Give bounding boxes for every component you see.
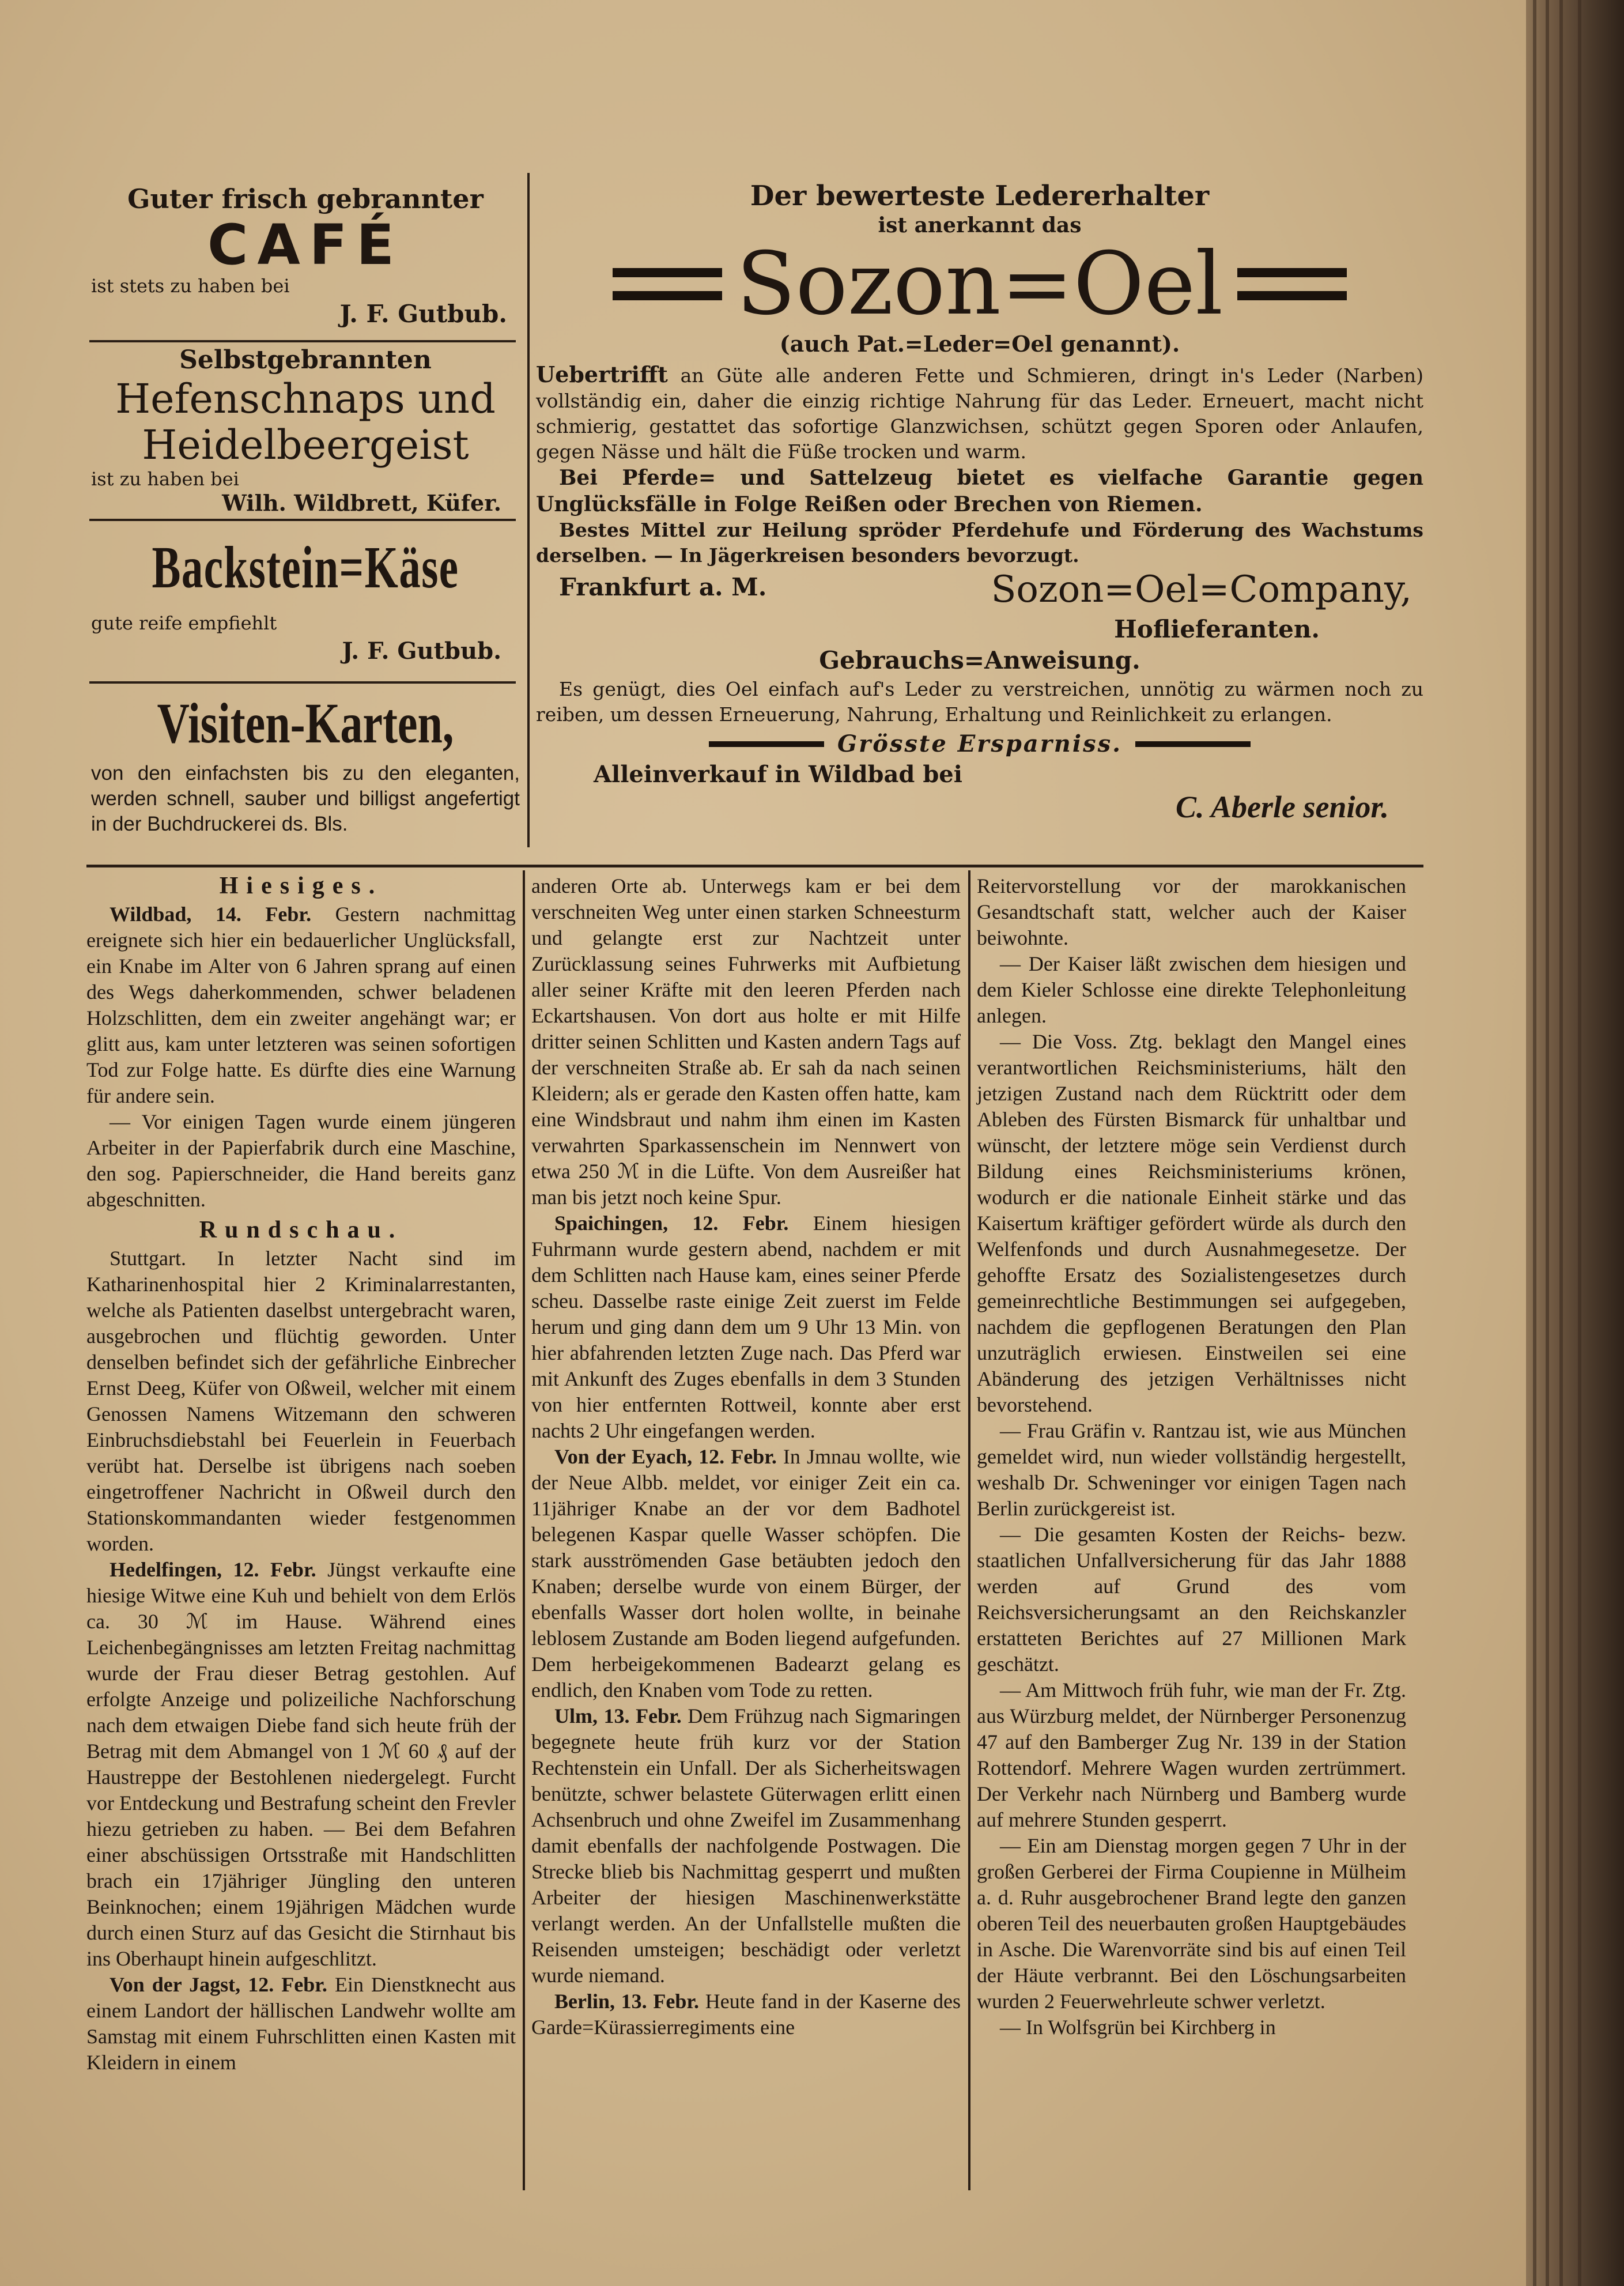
article-text: anderen Orte ab. Unterwegs kam er bei dem verschneiten Weg unter einen starken Schneesturm und gelangte erst zur Nachtzeit unter Zurücklassung seines Fuhrwerks mit Aufbietung aller seiner Kräfte mit den leeren Pferden nach Eckartshausen. Von dort aus holte er mit Hilfe dritter seinen Schlitten und Kasten andern Tags auf der verschneiten Straße ab. Er sah da nach seinen Kleidern; als er gerade den Kasten offen hatte, kam eine Windsbraut und nahm ihm einen im Kasten verwahrten Sparkassenschein im Nennwert von etwa 250 ℳ in die Lüfte. Von dem Ausreißer hat man bis jetzt noch keine Spur.: [531, 874, 961, 1209]
ad-schnaps-line4: ist zu haben bei: [91, 468, 239, 490]
decorative-rule-left: [709, 741, 824, 747]
sozon-brand-row: [536, 233, 1423, 334]
article-text: Spaichingen, 12. Febr. Einem hiesigen Fuhrmann wurde gestern abend, nachdem er mit dem Schlitten nach Hause kam, eines seiner Pferde scheu. Dasselbe raste einige Zeit zuerst im Felde herum und ging dann dem um 9 Uhr 13 Min. von hier abfahrenden letzten Zuge nach. Das Pferd war mit Ankunft des Zuges ebenfalls in dem 3 Stunden von hier entfernten Rottweil, konnte aber erst nachts 2 Uhr eingefangen werden.: [531, 1212, 961, 1442]
article-text: — Am Mittwoch früh fuhr, wie man der Fr. Ztg. aus Würzburg meldet, der Nürnberger Personenzug 47 auf den Bamberger Zug Nr. 139 in der Station Rottendorf. Mehrere Wagen wurden zertrümmert. Der Verkehr nach Nürnberg und Bamberg wurde auf mehrere Stunden gesperrt.: [977, 1678, 1406, 1831]
ad-cafe-title: CAFÉ: [207, 213, 403, 277]
page-edge-line: [1578, 0, 1581, 2286]
news-column-1: [86, 873, 516, 2193]
sozon-city: Frankfurt a. M.: [559, 573, 767, 601]
decorative-bar-right: [1237, 268, 1347, 300]
sozon-head1: Der bewerteste Ledererhalter: [750, 180, 1210, 212]
ad-cafe: [86, 182, 524, 337]
news-column-3: [977, 873, 1406, 2193]
ad-karten-title: Visiten-Karten,: [157, 691, 454, 755]
ad-kaese: [86, 525, 524, 680]
sozon-p3: Bestes Mittel zur Heilung spröder Pferdehufe und Förderung des Wachstums derselben. — In Jägerkreisen besonders bevorzugt.: [536, 519, 1423, 567]
column-rule: [523, 870, 525, 2190]
article-text: — Vor einigen Tagen wurde einem jüngeren Arbeiter in der Papierfabrik durch eine Maschine, den sog. Papierschneider, die Hand bereits ganz abgeschnitten.: [86, 1110, 516, 1211]
ad-kaese-line2: gute reife empfiehlt: [91, 612, 277, 634]
ad-schnaps-title1: Hefenschnaps und: [115, 375, 496, 423]
sozon-savings: Grösste Ersparniss.: [837, 730, 1123, 757]
section-divider: [86, 865, 1423, 867]
ad-kaese-title: Backstein=Käse: [152, 534, 459, 601]
sozon-purveyor: Hoflieferanten.: [1114, 615, 1320, 643]
sozon-p2: Bei Pferde= und Sattelzeug bietet es vielfache Garantie gegen Unglücksfälle in Folge Reißen oder Brechen von Riemen.: [536, 466, 1423, 516]
page-edge-line: [1559, 0, 1563, 2286]
ad-column-rule: [527, 173, 530, 847]
article-text: — Die gesamten Kosten der Reichs- bezw. staatlichen Unfallversicherung für das Jahr 1888 werden auf Grund des vom Reichsversicherungsamt an den Reichskanzler erstatteten Berichtes auf 27 Millionen Mark geschätzt.: [977, 1523, 1406, 1676]
article-text: Hedelfingen, 12. Febr. Jüngst verkaufte eine hiesige Witwe eine Kuh und behielt von dem Erlös ca. 30 ℳ im Hause. Während eines Leichenbegängnisses am letzten Freitag nachmittag wurde der Frau dieser Betrag gestohlen. Auf erfolgte Anzeige und polizeiliche Nachforschung nach dem etwaigen Diebe fand sich heute früh der Betrag mit dem Abmangel von 1 ℳ 60 ₰ auf der Haustreppe der Bestohlenen niedergelegt. Furcht vor Entdeckung und Bestrafung scheint den Frevler hiezu getrieben zu haben. — Bei dem Befahren einer abschüssigen Ortsstraße mit Handschlitten brach ein 17jähriger Jüngling den unteren Beinknochen; einem 19jährigen Mädchen wurde durch einen Sturz auf das Gesicht die Stirnhaut bis ins Oberhaupt hinein aufgeschlitzt.: [86, 1558, 516, 1970]
sozon-savings-row: [536, 727, 1423, 760]
article-text: — Die Voss. Ztg. beklagt den Mangel eines verantwortlichen Reichsministeriums, hält den jetzigen Zustand nach dem Rücktritt oder dem Ableben des Fürsten Bismarck für unhaltbar und wünscht, der letztere möge sein Verdienst durch Bildung eines Reichsministeriums krönen, wodurch er die nationale Einheit stärke und das Kaisertum kräftiger gefördert würde als durch den Welfenfonds und durch Ausnahmegesetze. Der gehoffte Ersatz des Sozialistengesetzes durch gemeinrechtliche Bestimmungen sei aufgegeben, nachdem die gepflogenen Beratungen den Plan unzuträglich erwiesen. Einstweilen sei eine Abänderung des jetzigen Verhältnisses nicht bevorstehend.: [977, 1030, 1406, 1416]
sozon-usage-title: Gebrauchs=Anweisung.: [819, 646, 1140, 674]
ad-schnaps-title2: Heidelbeergeist: [142, 421, 469, 469]
sozon-brand: Sozon=Oel: [736, 233, 1223, 334]
article-text: Von der Eyach, 12. Febr. In Jmnau wollte, wie der Neue Albb. meldet, vor einiger Zeit ein ca. 11jähriger Knabe an der vor dem Badhotel belegenen Kaspar quelle Wasser schöpfen. Die stark ausströmenden Gase betäubten jedoch den Knaben; derselbe wurde von einem Bürger, der ebenfalls Wasser dort holen wollte, in beinahe leblosem Zustande am Boden liegend aufgefunden. Dem herbeigekommenen Badearzt gelang es endlich, den Knaben vom Tode zu retten.: [531, 1445, 961, 1702]
ad-sozon-oel: [536, 179, 1423, 870]
divider: [89, 681, 516, 684]
section-heading-hiesiges: Hiesiges.: [219, 873, 383, 899]
article-dateline: Wildbad, 14. Febr.: [109, 903, 312, 926]
ad-karten-body: von den einfachsten bis zu den eleganten, werden schnell, sauber und billigst angefertigt in der Buchdruckerei ds. Bls.: [91, 762, 520, 835]
article-text: Reitervorstellung vor der marokkanischen Gesandtschaft statt, welcher auch der Kaiser beiwohnte.: [977, 874, 1406, 949]
ad-cafe-line3: ist stets zu haben bei: [91, 275, 290, 297]
sozon-company-row: [536, 568, 1423, 614]
sozon-sale: Alleinverkauf in Wildbad bei: [594, 761, 962, 788]
decorative-rule-right: [1135, 741, 1251, 747]
divider: [89, 519, 516, 521]
sozon-company: Sozon=Oel=Company,: [991, 568, 1412, 611]
ad-visitenkarten: [86, 686, 524, 847]
sozon-p1: [536, 362, 1423, 465]
book-spine: [1526, 0, 1624, 2286]
article-text: Berlin, 13. Febr. Heute fand in der Kaserne des Garde=Kürassierregiments eine: [531, 1990, 961, 2039]
article-text: Wildbad, 14. Febr. Gestern nachmittag ereignete sich hier ein bedauerlicher Unglücksfall, ein Knabe im Alter von 6 Jahren sprang auf einen des Wegs daherkommenden, schwer beladenen Holzschlitten, dem ein zweiter angehängt war; er glitt aus, kam unter letzteren was seinen sofortigen Tod zur Folge hatte. Es dürfte dies eine Warnung für andere sein.: [86, 903, 516, 1107]
news-column-2: [531, 873, 961, 2193]
ad-kaese-seller: J. F. Gutbub.: [342, 637, 501, 665]
section-heading-rundschau: Rundschau.: [199, 1217, 403, 1243]
article-text: Ulm, 13. Febr. Dem Frühzug nach Sigmaringen begegnete heute früh kurz vor der Station Rechtenstein ein Unfall. Der als Sicherheitswagen benützte, schwer belastete Güterwagen erlitt einen Achsenbruch und ohne Zweifel im Zusammenhang damit ebenfalls der nachfolgende Postwagen. Die Strecke blieb bis Nachmittag gesperrt und mußten Arbeiter der hiesigen Maschinenwerkstätte verlangt werden. An der Unfallstelle mußten die Reisenden umsteigen; beschädigt oder verletzt wurde niemand.: [531, 1704, 961, 1987]
sozon-usage: Es genügt, dies Oel einfach auf's Leder zu verstreichen, unnötig zu wärmen noch zu reiben, um dessen Erneuerung, Nahrung, Erhaltung und Reinlichkeit zu erlangen.: [536, 678, 1423, 726]
decorative-bar-left: [613, 268, 722, 300]
article-dateline: Hedelfingen, 12. Febr.: [109, 1558, 316, 1581]
sozon-p1-lead: Uebertrifft: [536, 361, 668, 387]
article-text: — Ein am Dienstag morgen gegen 7 Uhr in der großen Gerberei der Firma Coupienne in Mülheim a. d. Ruhr ausgebrochener Brand legte den ganzen oberen Teil des neuerbauten großen Hauptgebäudes in Asche. Die Warenvorräte sind bis auf einen Teil der Häute verbrannt. Bei den Löschungsarbeiten wurden 2 Feuerwehrleute schwer verletzt.: [977, 1834, 1406, 2013]
article-dateline: Von der Eyach, 12. Febr.: [554, 1445, 777, 1468]
article-text: — In Wolfsgrün bei Kirchberg in: [1000, 2016, 1276, 2039]
article-text: Von der Jagst, 12. Febr. Ein Dienstknecht aus einem Landort der hällischen Landwehr wollte am Samstag mit einem Fuhrschlitten einen Kasten mit Kleidern in einem: [86, 1973, 516, 2074]
sozon-p1-text: an Güte alle anderen Fette und Schmieren, dringt in's Leder (Narben) vollständig ein, daher die einzig richtige Nahrung für das Leder. Erneuert, macht nicht schmierig, gestattet das sofortige Glanzwichsen, schützt gegen Sporen oder Anlaufen, gegen Nässe und hält die Füße trocken und warm.: [536, 364, 1423, 463]
column-rule: [968, 870, 970, 2190]
article-text: — Frau Gräfin v. Rantzau ist, wie aus München gemeldet wird, nun wieder vollständig hergestellt, weshalb Dr. Schweninger vor einigen Tagen nach Berlin zurückgereist ist.: [977, 1419, 1406, 1520]
ad-schnaps-seller: Wilh. Wildbrett, Küfer.: [222, 490, 501, 516]
sozon-aka: (auch Pat.=Leder=Oel genannt).: [779, 331, 1180, 357]
sozon-dealer: C. Aberle senior.: [1175, 790, 1389, 824]
article-text: — Der Kaiser läßt zwischen dem hiesigen und dem Kieler Schlosse eine direkte Telephonleitung anlegen.: [977, 952, 1406, 1027]
ad-schnaps-line1: Selbstgebrannten: [179, 345, 432, 375]
sozon-head2: ist anerkannt das: [878, 213, 1082, 237]
article-dateline: Spaichingen, 12. Febr.: [554, 1212, 789, 1235]
ad-schnaps: [86, 345, 524, 518]
page-edge-line: [1546, 0, 1549, 2286]
ad-cafe-seller: J. F. Gutbub.: [339, 300, 507, 328]
article-dateline: Ulm, 13. Febr.: [554, 1704, 682, 1727]
article-text: Stuttgart. In letzter Nacht sind im Katharinenhospital hier 2 Kriminalarrestanten, welche als Patienten daselbst untergebracht waren, ausgebrochen und flüchtig geworden. Unter denselben befindet sich der gefährliche Einbrecher Ernst Deeg, Küfer von Oßweil, welcher mit einem Genossen Namens Witzemann den schweren Einbruchsdiebstahl bei Feuerlein in Feuerbach verübt hat. Derselbe ist übrigens nach soeben eingetroffener Nachricht in Oßweil durch den Stationskommandanten wieder festgenommen worden.: [86, 1247, 516, 1555]
ad-cafe-line1: Guter frisch gebrannter: [127, 183, 484, 214]
article-dateline: Berlin, 13. Febr.: [554, 1990, 700, 2013]
divider: [89, 340, 516, 342]
article-dateline: Von der Jagst, 12. Febr.: [109, 1973, 327, 1996]
page-edge-line: [1533, 0, 1536, 2286]
